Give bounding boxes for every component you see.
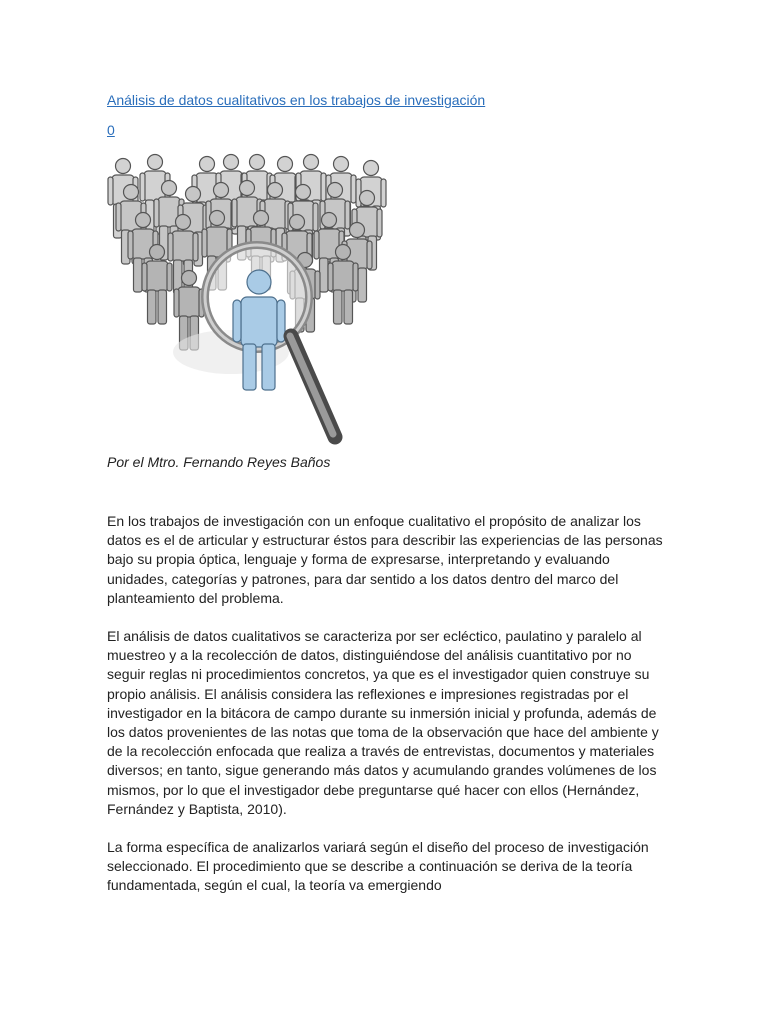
crowd-magnifying-glass-icon: [107, 152, 397, 447]
article-body: [107, 512, 667, 915]
article-author: Por el Mtro. Fernando Reyes Baños: [107, 454, 331, 470]
paragraph: La forma específica de analizarlos variará según el diseño del proceso de investigación seleccionado. El procedimiento que se describe a continuación se deriva de la teoría fundamentada, según el cual, la teoría va emergiendo: [107, 839, 649, 894]
paragraph: El análisis de datos cualitativos se caracteriza por ser ecléctico, paulatino y paralelo al muestreo y a la recolección de datos, distinguiéndose del análisis cuantitativo por no seguir reglas ni procedimientos concretos, ya que es el investigador quien construye su propio análisis. El análisis considera las reflexiones e impresiones registradas por el investigador en la bitácora de campo durante su inmersión inicial y profunda, además de los datos provenientes de las notas que toma de la observación que hace del ambiente y de la recolección enfocada que realiza a través de entrevistas, documentos y materiales diversos; en tanto, sigue generando más datos y acumulando grandes volúmenes de los mismos, por lo que el investigador debe preguntarse qué hacer con ellos (Hernández, Fernández y Baptista, 2010).: [107, 628, 659, 817]
paragraph: En los trabajos de investigación con un enfoque cualitativo el propósito de analizar los datos es el de articular y estructurar éstos para describir las experiencias de las personas bajo su propia óptica, lenguaje y forma de expresarse, interpretando y evaluando unidades, categorías y patrones, para dar sentido a los datos dentro del marco del planteamiento del problema.: [107, 513, 663, 606]
article-title-link[interactable]: Análisis de datos cualitativos en los trabajos de investigación: [107, 92, 486, 108]
comments-count-link[interactable]: 0: [107, 122, 115, 138]
